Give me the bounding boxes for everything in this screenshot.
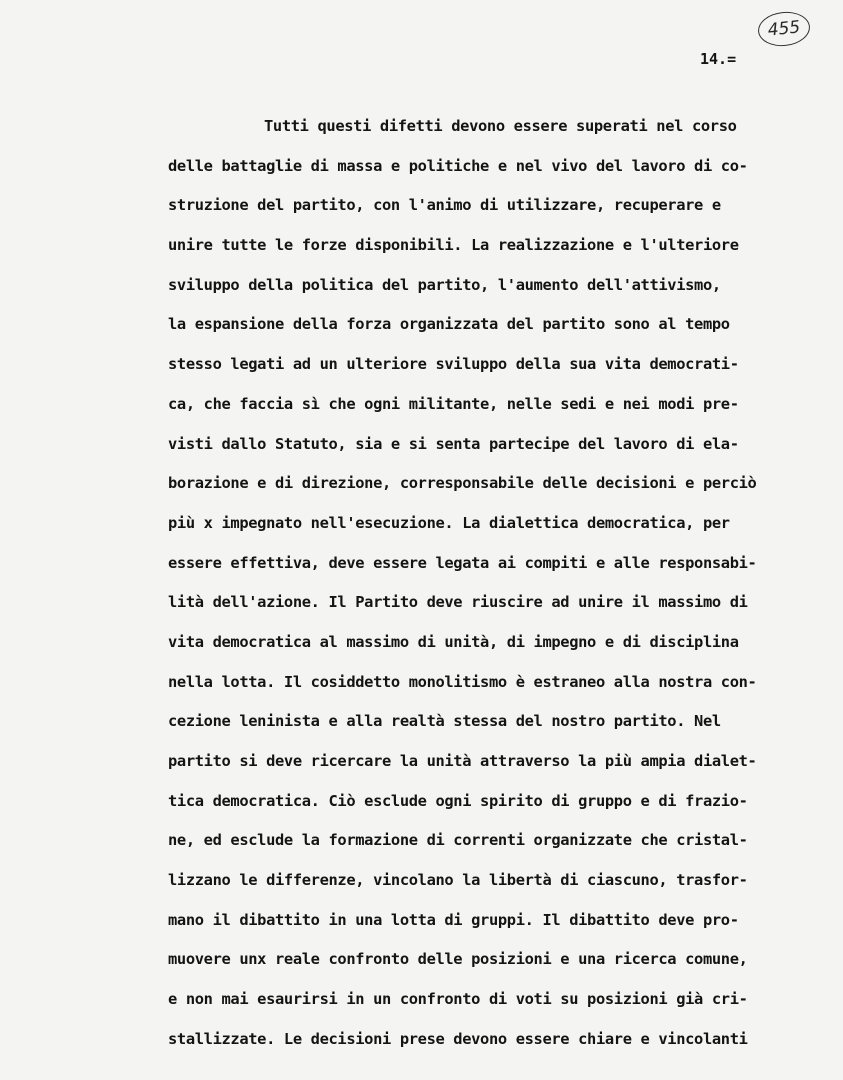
text-line: più x impegnato nell'esecuzione. La dialettica democratica, per — [168, 513, 730, 532]
text-line: stallizzate. Le decisioni prese devono essere chiare e vincolanti — [168, 1029, 748, 1048]
text-line: ca, che faccia sì che ogni militante, nelle sedi e nei modi pre- — [168, 394, 739, 413]
text-line: e non mai esaurirsi in un confronto di voti su posizioni già cri- — [168, 990, 748, 1009]
text-line: tica democratica. Ciò esclude ogni spirito di gruppo e di frazio- — [168, 791, 748, 810]
text-line: unire tutte le forze disponibili. La realizzazione e l'ulteriore — [168, 236, 739, 255]
text-line: delle battaglie di massa e politiche e nel vivo del lavoro di co- — [168, 156, 748, 175]
text-line: visti dallo Statuto, sia e si senta partecipe del lavoro di ela- — [168, 434, 739, 453]
text-line: nella lotta. Il cosiddetto monolitismo è estraneo alla nostra con- — [168, 672, 757, 691]
text-line: essere effettiva, deve essere legata ai compiti e alle responsabi- — [168, 553, 757, 572]
text-line: la espansione della forza organizzata del partito sono al tempo — [168, 315, 730, 334]
text-line: mano il dibattito in una lotta di gruppi. Il dibattito deve pro- — [168, 910, 739, 929]
text-line: partito si deve ricercare la unità attraverso la più ampia dialet- — [168, 752, 757, 770]
text-line: stesso legati ad un ulteriore sviluppo della sua vita democrati- — [168, 355, 739, 374]
text-line: lizzano le differenze, vincolano la libertà di ciascuno, trasfor- — [168, 871, 748, 890]
text-line: ne, ed esclude la formazione di correnti organizzate che cristal- — [168, 831, 748, 850]
text-line: struzione del partito, con l'animo di utilizzare, recuperare e — [168, 196, 721, 215]
page-number: 14.= — [700, 50, 737, 68]
archive-number-stamp: 455 — [756, 9, 811, 48]
text-line: cezione leninista e alla realtà stessa del nostro partito. Nel — [168, 712, 721, 731]
text-line: sviluppo della politica del partito, l'aumento dell'attivismo, — [168, 275, 721, 294]
text-line: muovere unx reale confronto delle posizioni e una ricerca comune, — [168, 950, 748, 969]
text-line: lità dell'azione. Il Partito deve riuscire ad unire il massimo di — [168, 593, 748, 612]
text-line: vita democratica al massimo di unità, di impegno e di disciplina — [168, 632, 739, 651]
body-text — [168, 112, 828, 1065]
text-line: Tutti questi difetti devono essere superati nel corso — [264, 117, 737, 135]
text-line: borazione e di direzione, corresponsabile delle decisioni e perciò — [168, 474, 757, 493]
